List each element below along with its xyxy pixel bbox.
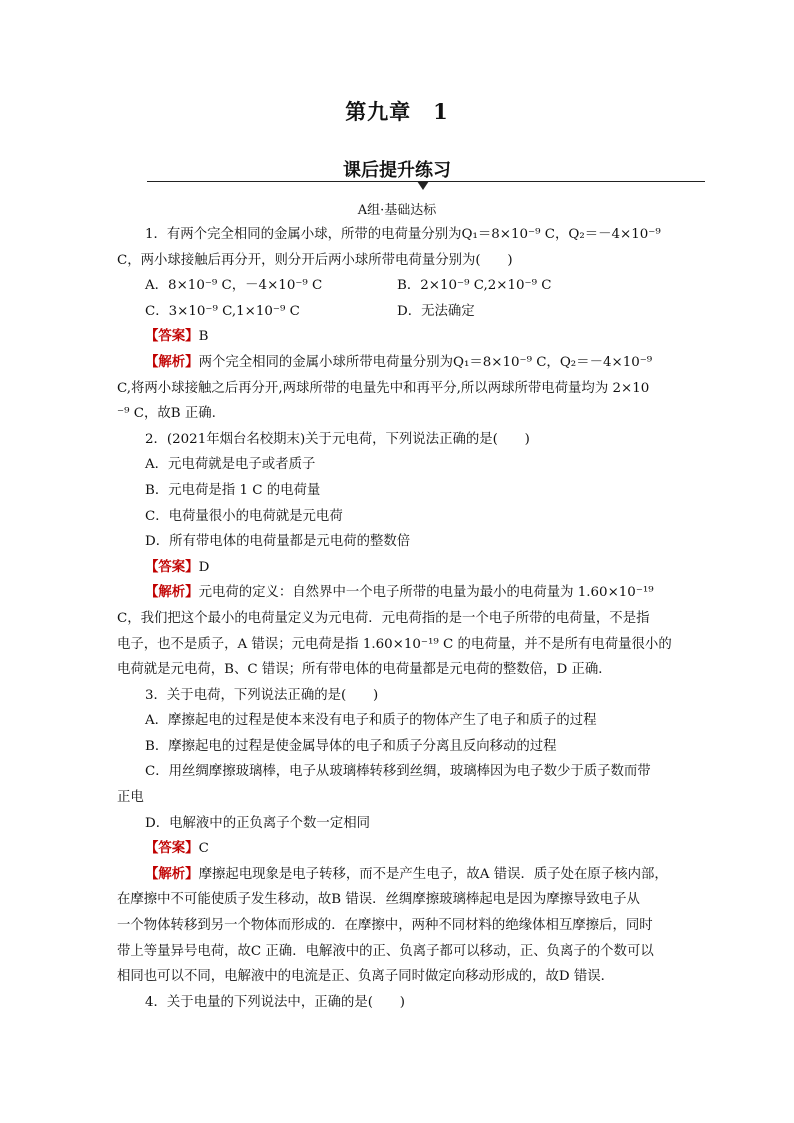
q3-answer xyxy=(117,836,677,862)
q3-option-c-line2: 正电 xyxy=(117,790,144,806)
q1-option-a: A．8×10⁻⁹ C，－4×10⁻⁹ C xyxy=(145,278,323,294)
answer-tag: 【答案】 xyxy=(145,840,199,857)
q3-option-d: D．电解液中的正负离子个数一定相同 xyxy=(145,815,370,831)
q1-options-row1 xyxy=(117,273,677,299)
section-title: 课后提升练习 xyxy=(343,160,451,181)
q1-answer-value: B xyxy=(198,329,209,345)
q1-analysis-line2: C,将两小球接触之后再分开,两球所带的电量先中和再平分,所以两球所带电荷量均为 2×10 xyxy=(117,380,650,396)
exercise-body xyxy=(117,222,677,1015)
q1-analysis-line1 xyxy=(117,350,677,376)
q3-analysis-line1 xyxy=(117,862,677,888)
q2-answer xyxy=(117,555,677,581)
q3-analysis-line2: 在摩擦中不可能使质子发生移动，故B 错误．丝绸摩擦玻璃棒起电是因为摩擦导致电子从 xyxy=(117,892,640,908)
group-label: A组·基础达标 xyxy=(357,203,437,218)
q2-analysis-line4: 电荷就是元电荷，B、C 错误；所有带电体的电荷量都是元电荷的整数倍，D 正确． xyxy=(117,662,612,678)
q3-answer-value: C xyxy=(198,841,209,857)
q1-stem-line1: 1．有两个完全相同的金属小球，所带的电荷量分别为Q₁＝8×10⁻⁹ C，Q₂＝－4×10⁻⁹ xyxy=(145,227,661,242)
q1-answer xyxy=(117,324,677,350)
analysis-tag: 【解析】 xyxy=(145,353,199,370)
q3-analysis-line3: 一个物体转移到另一个物体而形成的．在摩擦中，两种不同材料的绝缘体相互摩擦后，同时 xyxy=(117,918,653,934)
q3-stem: 3．关于电荷，下列说法正确的是( ) xyxy=(145,687,379,703)
q1-options-row2 xyxy=(117,299,677,325)
q3-analysis-line4: 带上等量异号电荷，故C 正确．电解液中的正、负离子都可以移动，正、负离子的个数可以 xyxy=(117,943,654,959)
analysis-tag: 【解析】 xyxy=(145,865,199,882)
q2-option-a: A．元电荷就是电子或者质子 xyxy=(145,457,316,473)
q1-option-c: C．3×10⁻⁹ C,1×10⁻⁹ C xyxy=(145,303,300,319)
q1-stem-line2: C，两小球接触后再分开，则分开后两小球所带电荷量分别为( ) xyxy=(117,252,513,268)
chapter-title: 第九章 1 xyxy=(345,99,449,124)
q2-option-d: D．所有带电体的电荷量都是元电荷的整数倍 xyxy=(145,534,411,550)
q2-answer-value: D xyxy=(198,559,210,575)
q4-stem: 4．关于电量的下列说法中，正确的是( ) xyxy=(145,994,405,1010)
q3-option-c-line1: C．用丝绸摩擦玻璃棒，电子从玻璃棒转移到丝绸，玻璃棒因为电子数少于质子数而带 xyxy=(145,764,651,780)
q2-analysis-line3: 电子，也不是质子，A 错误；元电荷是指 1.60×10⁻¹⁹ C 的电荷量，并不是所有电荷量很小的 xyxy=(117,636,672,652)
q3-analysis-text1: 摩擦起电现象是电子转移，而不是产生电子，故A 错误．质子处在原子核内部， xyxy=(198,866,668,882)
q1-option-b: B．2×10⁻⁹ C,2×10⁻⁹ C xyxy=(397,278,552,294)
q2-stem: 2．(2021年烟台名校期末)关于元电荷，下列说法正确的是( ) xyxy=(145,431,530,447)
q1-analysis-line3: ⁻⁹ C，故B 正确. xyxy=(117,406,216,422)
q2-analysis-line2: C，我们把这个最小的电荷量定义为元电荷．元电荷指的是一个电子所带的电荷量，不是指 xyxy=(117,610,650,626)
answer-tag: 【答案】 xyxy=(145,558,199,575)
q2-analysis-text1: 元电荷的定义：自然界中一个电子所带的电量为最小的电荷量为 1.60×10⁻¹⁹ xyxy=(198,585,654,601)
q1-option-d: D．无法确定 xyxy=(397,303,475,319)
q3-option-b: B．摩擦起电的过程是使金属导体的电子和质子分离且反向移动的过程 xyxy=(145,738,557,754)
answer-tag: 【答案】 xyxy=(145,328,199,345)
q2-option-b: B．元电荷是指 1 C 的电荷量 xyxy=(145,482,321,498)
analysis-tag: 【解析】 xyxy=(145,584,199,601)
q2-analysis-line1 xyxy=(117,580,677,606)
q1-analysis-text1: 两个完全相同的金属小球所带电荷量分别为Q₁＝8×10⁻⁹ C，Q₂＝－4×10⁻⁹ xyxy=(198,354,653,370)
q3-analysis-line5: 相同也可以不同，电解液中的电流是正、负离子同时做定向移动形成的，故D 错误． xyxy=(117,969,615,985)
q3-option-a: A．摩擦起电的过程是使本来没有电子和质子的物体产生了电子和质子的过程 xyxy=(145,713,597,729)
q2-option-c: C．电荷量很小的电荷就是元电荷 xyxy=(145,508,343,524)
down-triangle-icon xyxy=(417,181,429,190)
